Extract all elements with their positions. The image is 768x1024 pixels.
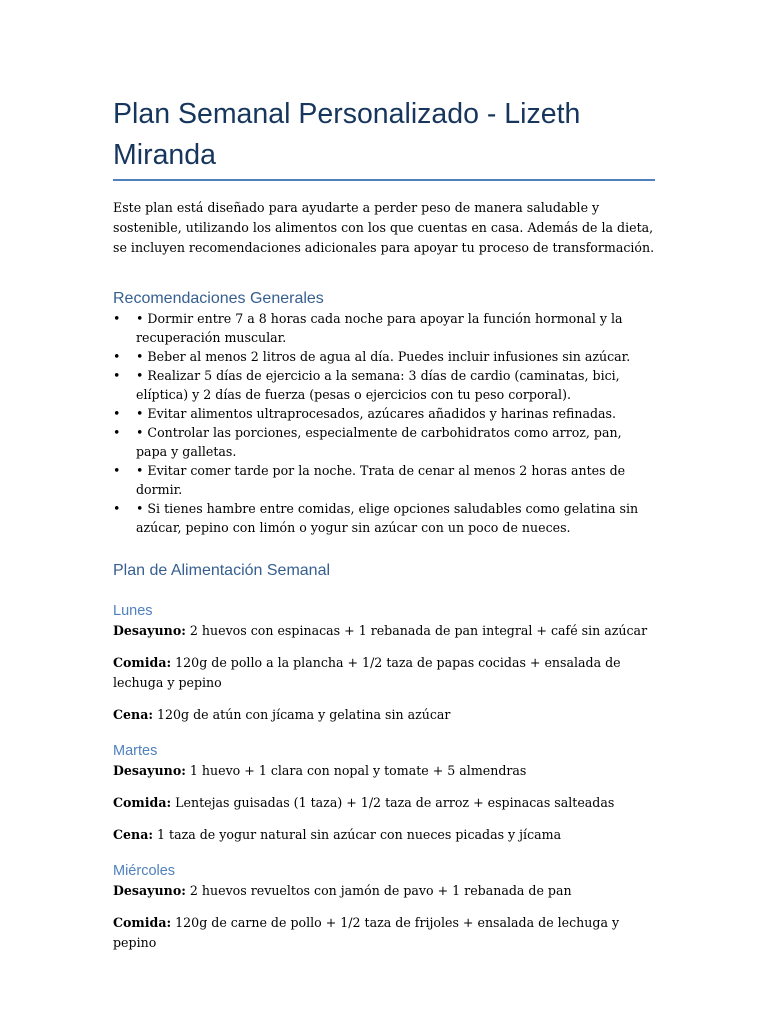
meal-text: 2 huevos con espinacas + 1 rebanada de pan integral + café sin azúcar bbox=[185, 623, 648, 638]
document-title: Plan Semanal Personalizado - Lizeth Miranda bbox=[113, 98, 581, 171]
meal-text: Lentejas guisadas (1 taza) + 1/2 taza de arroz + espinacas salteadas bbox=[171, 795, 615, 810]
meal-lunch bbox=[113, 913, 655, 953]
bullet-icon: • bbox=[113, 425, 121, 440]
list-item bbox=[113, 366, 655, 404]
meal-label: Cena: bbox=[113, 707, 154, 722]
list-item bbox=[113, 347, 655, 366]
recommendations-list bbox=[113, 309, 655, 537]
list-item-text: • Si tienes hambre entre comidas, elige opciones saludables como gelatina sin azúcar, pepino con limón o yogur sin azúcar con un poco de nueces. bbox=[136, 501, 639, 535]
meal-text: 1 huevo + 1 clara con nopal y tomate + 5 almendras bbox=[185, 763, 527, 778]
meal-breakfast bbox=[113, 621, 655, 641]
meal-lunch bbox=[113, 653, 655, 693]
list-item bbox=[113, 309, 655, 347]
meal-dinner bbox=[113, 825, 655, 845]
meal-label: Comida: bbox=[113, 655, 172, 670]
list-item-text: • Beber al menos 2 litros de agua al día. Puedes incluir infusiones sin azúcar. bbox=[136, 349, 631, 364]
bullet-icon: • bbox=[113, 349, 121, 364]
meal-text: 120g de carne de pollo + 1/2 taza de frijoles + ensalada de lechuga y pepino bbox=[113, 915, 620, 950]
bullet-icon: • bbox=[113, 406, 121, 421]
meal-breakfast bbox=[113, 881, 655, 901]
day-heading-lunes: Lunes bbox=[113, 603, 153, 619]
list-item bbox=[113, 461, 655, 499]
meal-label: Comida: bbox=[113, 795, 172, 810]
bullet-icon: • bbox=[113, 368, 121, 383]
list-item bbox=[113, 423, 655, 461]
meal-label: Desayuno: bbox=[113, 623, 186, 638]
day-heading-martes: Martes bbox=[113, 743, 158, 759]
list-item bbox=[113, 499, 655, 537]
meal-text: 120g de atún con jícama y gelatina sin azúcar bbox=[153, 707, 451, 722]
meal-text: 120g de pollo a la plancha + 1/2 taza de papas cocidas + ensalada de lechuga y pepino bbox=[113, 655, 621, 690]
meal-text: 2 huevos revueltos con jamón de pavo + 1 rebanada de pan bbox=[185, 883, 572, 898]
meal-label: Cena: bbox=[113, 827, 154, 842]
list-item-text: • Evitar comer tarde por la noche. Trata de cenar al menos 2 horas antes de dormir. bbox=[136, 463, 626, 497]
meal-text: 1 taza de yogur natural sin azúcar con nueces picadas y jícama bbox=[153, 827, 562, 842]
intro-paragraph: Este plan está diseñado para ayudarte a perder peso de manera saludable y sostenible, utilizando los alimentos con los que cuentas en casa. Además de la dieta, se incluyen recomendaciones adicionales para apoyar tu proceso de transformación. bbox=[113, 200, 655, 255]
document-page bbox=[113, 0, 655, 953]
recommendations-heading: Recomendaciones Generales bbox=[113, 290, 324, 307]
meal-label: Desayuno: bbox=[113, 763, 186, 778]
bullet-icon: • bbox=[113, 463, 121, 478]
list-item-text: • Dormir entre 7 a 8 horas cada noche para apoyar la función hormonal y la recuperación muscular. bbox=[136, 311, 623, 345]
list-item-text: • Controlar las porciones, especialmente de carbohidratos como arroz, pan, papa y galletas. bbox=[136, 425, 622, 459]
list-item bbox=[113, 404, 655, 423]
meal-breakfast bbox=[113, 761, 655, 781]
list-item-text: • Evitar alimentos ultraprocesados, azúcares añadidos y harinas refinadas. bbox=[136, 406, 617, 421]
meal-lunch bbox=[113, 793, 655, 813]
meal-label: Comida: bbox=[113, 915, 172, 930]
meal-label: Desayuno: bbox=[113, 883, 186, 898]
day-heading-miercoles: Miércoles bbox=[113, 863, 176, 879]
bullet-icon: • bbox=[113, 311, 121, 326]
meal-dinner bbox=[113, 705, 655, 725]
list-item-text: • Realizar 5 días de ejercicio a la semana: 3 días de cardio (caminatas, bici, elíptica) y 2 días de fuerza (pesas o ejercicios con tu peso corporal). bbox=[136, 368, 620, 402]
bullet-icon: • bbox=[113, 501, 121, 516]
meal-plan-heading: Plan de Alimentación Semanal bbox=[113, 562, 331, 579]
